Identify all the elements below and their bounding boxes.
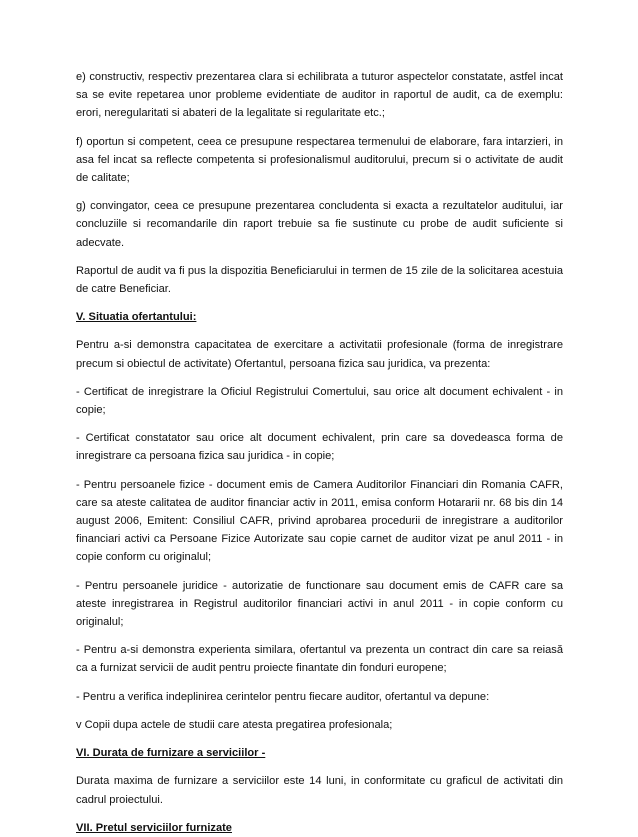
paragraph-g-convingator: g) convingator, ceea ce presupune prezentarea concludenta si exacta a rezultatelor auditului, iar concluziile si recomandarile din raport trebuie sa fie sustinute cu probe de audit suficiente si adecvate. <box>76 200 563 249</box>
list-item-persoane-juridice: - Pentru persoanele juridice - autorizatie de functionare sau document emis de CAFR care sa ateste inregistrarea in Registrul auditorilor financiari activi in anul 2011 - in copie conform cu originalul; <box>76 579 563 629</box>
list-item-persoane-fizice: - Pentru persoanele fizice - document emis de Camera Auditorilor Financiari din Romania CAFR, care sa ateste calitatea de auditor financiar activ in 2011, emisa conform Hotararii nr. 68 bis din 14 august 2006, Emitent: Consiliul CAFR, privind aprobarea procedurii de inregistrare a auditorilor financiari activi ca Persoane Fizice Autorizate sau copie carnet de auditor vizat pe anul 2011 - in copie conform cu originalul; <box>76 478 563 564</box>
list-item-cerinte-auditor: - Pentru a verifica indeplinirea cerintelor pentru fiecare auditor, ofertantul va depune: <box>76 690 490 703</box>
paragraph-e-constructiv: e) constructiv, respectiv prezentarea clara si echilibrata a tuturor aspectelor constatate, astfel incat sa se evite repetarea unor probleme evidentiate de auditor in raportul de audit, ca de exemplu: erori, neregularitati si abateri de la legalitate si regularitate etc.; <box>76 71 563 120</box>
paragraph-capacitate-exercitare: Pentru a-si demonstra capacitatea de exercitare a activitatii profesionale (forma de inregistrare precum si obiectul de activitate) Ofertantul, persoana fizica sau juridica, va prezenta: <box>76 339 563 370</box>
paragraph-f-oportun: f) oportun si competent, ceea ce presupune respectarea termenului de elaborare, fara intarzieri, in asa fel incat sa reflecte competenta si profesionalismul auditorului, precum si o activitate de audit de calitate; <box>76 135 563 185</box>
list-item-experienta-similara: - Pentru a-si demonstra experienta similara, ofertantul va prezenta un contract din care sa reiasă ca a furnizat servicii de audit pentru proiecte finantate din fonduri europene; <box>76 644 563 675</box>
section-heading-situatia-ofertantului: V. Situatia ofertantului: <box>76 311 197 324</box>
section-heading-pretul-serviciilor: VII. Pretul serviciilor furnizate <box>76 821 232 834</box>
paragraph-durata-maxima: Durata maxima de furnizare a serviciilor este 14 luni, in conformitate cu graficul de activitati din cadrul proiectului. <box>76 775 563 806</box>
section-heading-durata-furnizare: VI. Durata de furnizare a serviciilor - <box>76 747 266 760</box>
list-item-copii-acte-studii: v Copii dupa actele de studii care atesta pregatirea profesionala; <box>76 718 393 731</box>
list-item-certificat-constatator: - Certificat constatator sau orice alt document echivalent, prin care sa dovedeasca forma de inregistrare ca persoana fizica sau juridica - in copie; <box>76 432 563 463</box>
paragraph-raport-audit: Raportul de audit va fi pus la dispozitia Beneficiarului in termen de 15 zile de la solicitarea acestuia de catre Beneficiar. <box>76 264 563 296</box>
list-item-certificat-inregistrare: - Certificat de inregistrare la Oficiul Registrului Comertului, sau orice alt document echivalent - in copie; <box>76 385 563 417</box>
